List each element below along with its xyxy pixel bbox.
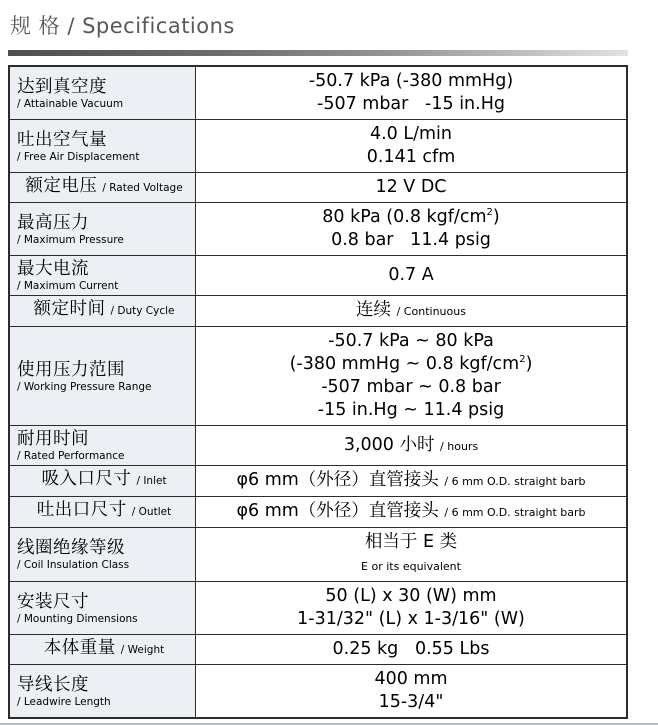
spec-table (8, 65, 628, 719)
label-chinese: 额定电压 (25, 176, 98, 196)
value-line (200, 264, 622, 287)
spec-label-rated-voltage (10, 173, 196, 202)
title-underline-bar (8, 50, 628, 56)
spec-row-duty-cycle (10, 296, 626, 327)
spec-row-attainable-vacuum (10, 67, 626, 120)
label-english: / Inlet (136, 475, 167, 487)
label-english: / Working Pressure Range (17, 380, 152, 393)
spec-value-rated-voltage (196, 173, 626, 202)
spec-label-weight (10, 635, 196, 664)
value-text: φ6 mm（外径）直管接头 (236, 501, 445, 521)
spec-label-inlet (10, 466, 196, 496)
spec-label-rated-performance (10, 426, 196, 465)
value-text: 4.0 L/min (369, 124, 453, 144)
label-chinese: 吐出口尺寸 (36, 500, 127, 520)
spec-label-leadwire-length (10, 665, 196, 717)
spec-label-duty-cycle (10, 296, 196, 326)
value-line (200, 608, 622, 631)
value-line (200, 299, 622, 323)
spec-row-working-pressure-range (10, 327, 626, 426)
value-text: 0.25 kg 0.55 Lbs (332, 639, 490, 659)
label-chinese: 耐用时间 (17, 429, 89, 449)
value-text: E or its equivalent (361, 560, 461, 573)
label-english: / Attainable Vacuum (17, 97, 124, 110)
spec-row-leadwire-length (10, 665, 626, 717)
spec-row-coil-insulation-class (10, 528, 626, 582)
spec-label-working-pressure-range (10, 327, 196, 425)
label-chinese: 线圈绝缘等级 (17, 538, 125, 558)
spec-value-duty-cycle (196, 296, 626, 326)
label-chinese: 本体重量 (43, 638, 116, 658)
value-text: 50 (L) x 30 (W) mm (325, 586, 497, 606)
value-text: 0.141 cfm (366, 147, 456, 167)
label-english: / Mounting Dimensions (17, 612, 138, 625)
spec-row-mounting-dimensions (10, 582, 626, 635)
spec-value-outlet (196, 497, 626, 527)
value-text: 400 mm (374, 669, 448, 689)
spec-label-coil-insulation-class (10, 528, 196, 581)
spec-value-leadwire-length (196, 665, 626, 717)
value-line (200, 668, 622, 691)
value-line (200, 229, 622, 252)
label-chinese: 额定时间 (33, 299, 106, 319)
spec-label-outlet (10, 497, 196, 527)
spec-value-working-pressure-range (196, 327, 626, 425)
label-english: / Maximum Current (17, 280, 119, 292)
spec-row-rated-voltage (10, 173, 626, 203)
value-text: ) (492, 207, 500, 227)
spec-value-mounting-dimensions (196, 582, 626, 634)
value-text: 80 kPa (0.8 kgf/cm (322, 207, 487, 227)
spec-value-rated-performance (196, 426, 626, 465)
value-line (200, 353, 622, 376)
value-text: / hours (440, 439, 479, 453)
label-english: / Duty Cycle (110, 305, 175, 317)
spec-label-mounting-dimensions (10, 582, 196, 634)
value-text: 连续 (356, 300, 397, 320)
spec-row-rated-performance (10, 426, 626, 466)
value-line (200, 376, 622, 399)
value-text: / 6 mm O.D. straight barb (444, 506, 586, 519)
label-chinese: 吸入口尺寸 (41, 469, 132, 489)
spec-label-maximum-current (10, 256, 196, 295)
value-text: 2 (519, 354, 526, 366)
value-text: 1-31/32" (L) x 1-3/16" (W) (297, 609, 525, 629)
value-text: ) (525, 354, 533, 374)
value-text: -15 in.Hg ~ 11.4 psig (317, 400, 505, 420)
value-line (200, 399, 622, 422)
value-text: 相当于 E 类 (364, 532, 458, 552)
spec-value-inlet (196, 466, 626, 496)
label-chinese: 吐出空气量 (17, 129, 107, 150)
spec-value-maximum-current (196, 256, 626, 295)
label-chinese: 使用压力范围 (17, 359, 125, 380)
value-line (200, 434, 622, 458)
value-text: -50.7 kPa ~ 80 kPa (328, 331, 494, 351)
label-chinese: 最大电流 (17, 259, 89, 279)
value-text: (-380 mmHg ~ 0.8 kgf/cm (289, 354, 520, 374)
label-english: / Leadwire Length (17, 695, 111, 708)
spec-value-coil-insulation-class (196, 528, 626, 581)
value-line (200, 146, 622, 169)
page-title: 规 格 / Specifications (10, 14, 235, 38)
spec-value-attainable-vacuum (196, 67, 626, 119)
value-text: / 6 mm O.D. straight barb (444, 475, 586, 488)
value-text: -507 mbar -15 in.Hg (317, 94, 505, 114)
value-line (200, 531, 622, 554)
label-english: / Coil Insulation Class (17, 559, 130, 571)
label-english: / Rated Performance (17, 450, 125, 462)
value-line (200, 330, 622, 353)
value-text: -507 mbar ~ 0.8 bar (321, 377, 501, 397)
spec-row-maximum-pressure (10, 203, 626, 256)
value-text: 0.8 bar 11.4 psig (331, 230, 491, 250)
spec-row-maximum-current (10, 256, 626, 296)
value-line (200, 93, 622, 116)
value-text: 2 (486, 207, 493, 219)
label-english: / Weight (120, 644, 165, 656)
label-english: / Free Air Displacement (17, 150, 140, 163)
spec-row-inlet (10, 466, 626, 497)
value-text: 15-3/4" (378, 692, 444, 712)
spec-value-weight (196, 635, 626, 664)
label-english: / Rated Voltage (102, 182, 183, 194)
value-text: 12 V DC (375, 177, 447, 197)
label-chinese: 最高压力 (17, 212, 89, 233)
spec-value-maximum-pressure (196, 203, 626, 255)
value-line (200, 206, 622, 229)
spec-row-free-air-displacement (10, 120, 626, 173)
value-line (200, 638, 622, 661)
value-text: 0.7 A (388, 265, 434, 285)
value-line (200, 176, 622, 199)
value-text: / Continuous (396, 305, 466, 318)
value-line (200, 554, 622, 578)
value-line (200, 691, 622, 714)
label-chinese: 达到真空度 (17, 76, 107, 97)
value-line (200, 70, 622, 93)
label-chinese: 安装尺寸 (17, 591, 89, 612)
value-text: φ6 mm（外径）直管接头 (236, 470, 445, 490)
spec-label-attainable-vacuum (10, 67, 196, 119)
value-line (200, 123, 622, 146)
spec-label-maximum-pressure (10, 203, 196, 255)
value-text: 3,000 小时 (343, 434, 441, 455)
spec-row-weight (10, 635, 626, 665)
spec-row-outlet (10, 497, 626, 528)
value-text: -50.7 kPa (-380 mmHg) (308, 71, 514, 91)
label-english: / Maximum Pressure (17, 233, 124, 246)
label-chinese: 导线长度 (17, 674, 89, 695)
value-line (200, 585, 622, 608)
value-line (200, 469, 622, 493)
label-english: / Outlet (131, 506, 172, 518)
spec-value-free-air-displacement (196, 120, 626, 172)
spec-label-free-air-displacement (10, 120, 196, 172)
value-line (200, 500, 622, 524)
